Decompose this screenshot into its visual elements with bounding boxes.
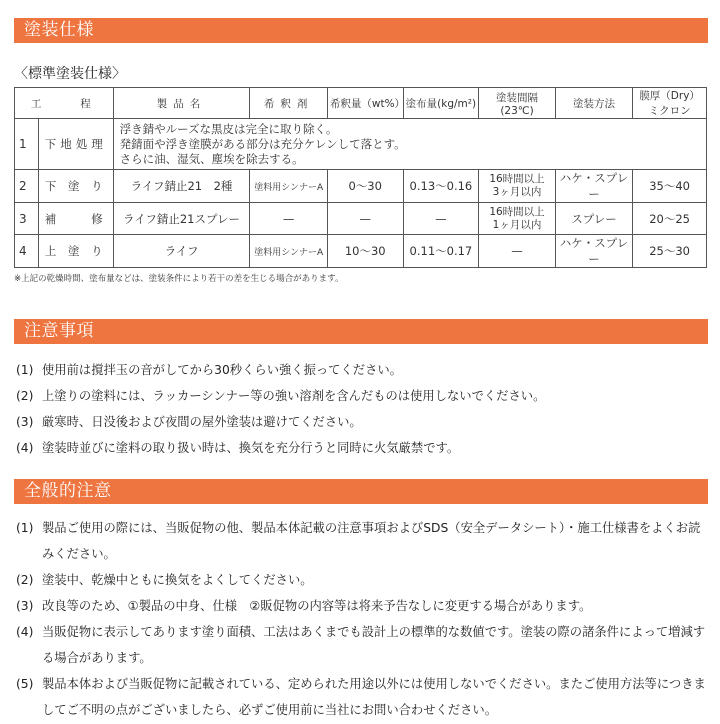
table-row xyxy=(15,235,707,268)
header-process: 工 程 xyxy=(15,88,114,119)
list-item xyxy=(16,435,706,461)
row-thickness: 20〜25 xyxy=(633,203,707,235)
list-item xyxy=(16,619,706,671)
interval-line1: 16時間以上 xyxy=(489,173,545,185)
header-thinner: 希釈剤 xyxy=(250,88,327,119)
row-dilution: — xyxy=(327,203,403,235)
cautions-list xyxy=(16,357,706,461)
row-thinner: — xyxy=(250,203,327,235)
list-item xyxy=(16,671,706,723)
item-text: 厳寒時、日没後および夜間の屋外塗装は避けてください。 xyxy=(42,415,362,429)
header-method: 塗装方法 xyxy=(555,88,632,119)
section-title: 全般的注意 xyxy=(24,481,112,501)
table-row xyxy=(15,170,707,203)
row-interval xyxy=(479,203,556,235)
item-marker: (1) xyxy=(16,363,34,377)
table-header-row xyxy=(15,88,707,119)
header-product: 製品名 xyxy=(113,88,250,119)
table-footnote: ※上記の乾燥時間、塗布量などは、塗装条件により若干の差を生じる場合があります。 xyxy=(14,274,344,284)
item-marker: (3) xyxy=(16,599,34,613)
header-interval: 塗装間隔(23℃) xyxy=(479,88,556,119)
list-item xyxy=(16,593,706,619)
list-item xyxy=(16,357,706,383)
table-row xyxy=(15,119,707,170)
row-method: ハケ・スプレー xyxy=(555,235,632,268)
row-number: 2 xyxy=(15,170,39,203)
row-number: 1 xyxy=(15,119,39,170)
section-banner-cautions xyxy=(14,319,708,344)
list-item xyxy=(16,383,706,409)
section-banner-spec xyxy=(14,18,708,43)
list-item xyxy=(16,409,706,435)
item-marker: (2) xyxy=(16,389,34,403)
row-product: ライフ錆止21 2種 xyxy=(113,170,250,203)
item-text: 製品ご使用の際には、当販促物の他、製品本体記載の注意事項およびSDS（安全データシート）・施工仕様書をよくお読みください。 xyxy=(42,521,701,561)
section-title: 塗装仕様 xyxy=(24,20,94,40)
row-thickness: 35〜40 xyxy=(633,170,707,203)
row-note xyxy=(113,119,706,170)
interval-line2: 1ヶ月以内 xyxy=(492,218,542,231)
row-dilution: 0〜30 xyxy=(327,170,403,203)
section-title: 注意事項 xyxy=(24,321,94,341)
row-thinner: 塗料用シンナーA xyxy=(250,235,327,268)
note-line: 浮き錆やルーズな黒皮は完全に取り除く。 xyxy=(119,121,338,136)
item-text: 製品本体および当販促物に記載されている、定められた用途以外には使用しないでください。またご使用方法等につきましてご不明の点がございましたら、必ずご使用前に当社にお問い合わせください。 xyxy=(42,677,706,717)
item-marker: (3) xyxy=(16,415,34,429)
header-thickness-line1: 膜厚（Dry） xyxy=(639,90,700,102)
spec-table xyxy=(14,87,707,268)
interval-line2: 3ヶ月以内 xyxy=(492,186,542,198)
row-dilution: 10〜30 xyxy=(327,235,403,268)
row-thickness: 25〜30 xyxy=(633,235,707,268)
section-banner-general xyxy=(14,479,708,504)
row-number: 3 xyxy=(15,203,39,235)
row-process: 補 修 xyxy=(38,203,113,235)
note-line: さらに油、湿気、塵埃を除去する。 xyxy=(119,151,304,166)
row-method: スプレー xyxy=(555,203,632,235)
header-dilution: 希釈量（wt%） xyxy=(327,88,403,119)
row-process: 上 塗 り xyxy=(38,235,113,268)
item-text: 当販促物に表示してあります塗り面積、工法はあくまでも設計上の標準的な数値です。塗装の際の諸条件によって増減する場合があります。 xyxy=(42,625,706,665)
item-text: 塗装時並びに塗料の取り扱い時は、換気を充分行うと同時に火気厳禁です。 xyxy=(42,441,460,455)
item-text: 上塗りの塗料には、ラッカーシンナー等の強い溶剤を含んだものは使用しないでください。 xyxy=(42,389,546,403)
row-method: ハケ・スプレー xyxy=(555,170,632,203)
row-product: ライフ錆止21スプレー xyxy=(113,203,250,235)
item-marker: (4) xyxy=(16,441,34,455)
header-thickness-line2: ミクロン xyxy=(648,105,691,117)
general-notes-list xyxy=(16,515,706,723)
row-product: ライフ xyxy=(113,235,250,268)
item-text: 改良等のため、①製品の中身、仕様 ②販促物の内容等は将来予告なしに変更する場合があります。 xyxy=(42,599,592,613)
row-coverage: 0.11〜0.17 xyxy=(403,235,479,268)
note-line: 発錆面や浮き塗膜がある部分は充分ケレンして落とす。 xyxy=(119,136,406,151)
table-subtitle: 〈標準塗装仕様〉 xyxy=(14,66,126,82)
item-text: 使用前は撹拌玉の音がしてから30秒くらい強く振ってください。 xyxy=(42,363,402,377)
item-marker: (5) xyxy=(16,677,34,691)
row-coverage: — xyxy=(403,203,479,235)
row-interval xyxy=(479,170,556,203)
row-coverage: 0.13〜0.16 xyxy=(403,170,479,203)
row-number: 4 xyxy=(15,235,39,268)
table-row xyxy=(15,203,707,235)
header-coverage: 塗布量(kg/m²) xyxy=(403,88,479,119)
item-text: 塗装中、乾燥中ともに換気をよくしてください。 xyxy=(42,573,313,587)
row-process: 下 塗 り xyxy=(38,170,113,203)
interval-line1: 16時間以上 xyxy=(489,205,545,218)
item-marker: (1) xyxy=(16,521,34,535)
item-marker: (2) xyxy=(16,573,34,587)
row-process: 下地処理 xyxy=(38,119,113,170)
header-thickness xyxy=(633,88,707,119)
row-thinner: 塗料用シンナーA xyxy=(250,170,327,203)
item-marker: (4) xyxy=(16,625,34,639)
row-interval: — xyxy=(479,235,556,268)
list-item xyxy=(16,515,706,567)
list-item xyxy=(16,567,706,593)
